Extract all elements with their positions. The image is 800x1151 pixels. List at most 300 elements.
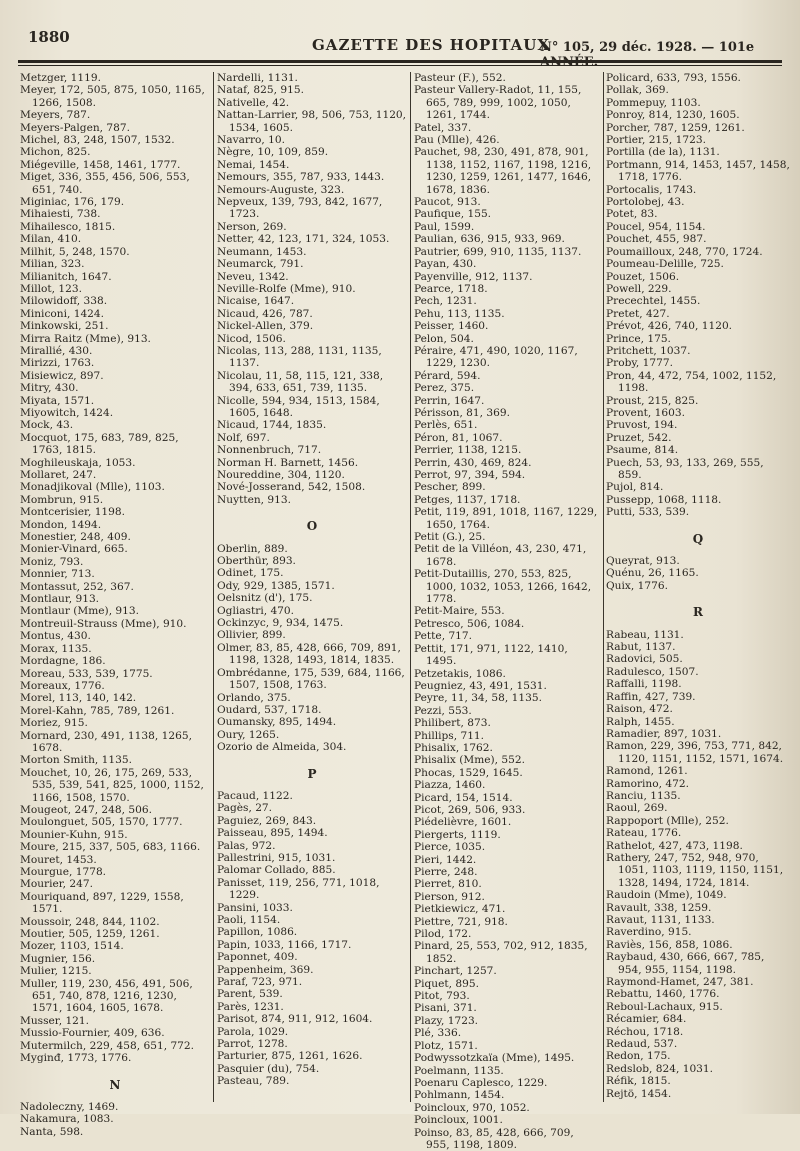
index-entry: Palomar Collado, 885. [217,864,336,877]
index-entry: Montassut, 252, 367. [20,580,134,593]
index-entry: Precechtel, 1455. [606,295,701,308]
index-entry: Paraf, 723, 971. [217,976,303,989]
index-entry: Picot, 269, 506, 933. [414,803,526,816]
index-entry: Nicolau, 11, 58, 115, 121, 338, 394, 633, 651, 739, 1135. [217,369,384,395]
index-entry: Pron, 44, 472, 754, 1002, 1152, 1198. [606,369,777,395]
index-entry: Nicolle, 594, 934, 1513, 1584, 1605, 1648. [217,394,380,419]
index-entry: Perrin, 1647. [414,394,485,407]
index-entry: Mougeot, 247, 248, 506. [20,803,152,816]
index-entry: Ranciu, 1135. [606,789,681,802]
index-entry: Metzger, 1119. [20,72,101,84]
index-entry: Papillon, 1086. [217,926,298,939]
index-entry: Mock, 43. [20,419,74,432]
index-entry: Raffalli, 1198. [606,678,682,691]
index-entry: Pierson, 912. [414,890,485,903]
index-entry: Redslob, 824, 1031. [606,1062,714,1075]
index-entry: Mihailesco, 1815. [20,220,116,233]
index-entry: Portolobej, 43. [606,196,685,209]
index-entry: Rejtö, 1454. [606,1087,672,1100]
index-entry: Pouchet, 455, 987. [606,233,707,246]
index-entry: Prince, 175. [606,332,671,345]
index-entry: Raison, 472. [606,703,673,716]
index-entry: Pezzi, 553. [414,704,472,717]
index-entry: Raoul, 269. [606,802,668,815]
index-entry: Pacaud, 1122. [217,789,293,802]
index-entry: Netter, 42, 123, 171, 324, 1053. [217,233,390,246]
index-entry: Petit-Dutaillis, 270, 553, 825, 1000, 1032, 1053, 1266, 1642, 1778. [414,568,592,606]
index-entry: Pouzet, 1506. [606,270,680,283]
index-entry: Morel-Kahn, 785, 789, 1261. [20,704,175,717]
index-entry: Minkowski, 251. [20,320,109,333]
index-entry: Petit (G.), 25. [414,531,486,544]
column-divider [603,72,604,1102]
index-entry: Morel, 113, 140, 142. [20,692,137,705]
index-entry: Nové-Josserand, 542, 1508. [217,481,366,494]
page-header [0,0,800,70]
index-entry: Mouchet, 10, 26, 175, 269, 533, 535, 539, 541, 825, 1000, 1152, 1166, 1508, 1570. [20,766,204,804]
index-entry: Petges, 1137, 1718. [414,493,521,506]
index-entry: Ockinzyc, 9, 934, 1475. [217,617,344,630]
index-entry: Proust, 215, 825. [606,394,699,407]
index-entry: Moreau, 533, 539, 1775. [20,667,153,680]
index-entry: Nativelle, 42. [217,96,290,109]
index-entry: Petresco, 506, 1084. [414,617,525,630]
index-entry: Perrot, 97, 394, 594. [414,469,526,481]
index-entry: Phisalix (Mme), 552. [414,754,525,767]
index-entry: Raudoin (Mme), 1049. [606,889,727,902]
index-entry: Noureddine, 304, 1120. [217,469,345,481]
section-letter: O [306,519,318,534]
index-entry: Nickel-Allen, 379. [217,320,314,333]
index-entry: Pautrier, 699, 910, 1135, 1137. [414,245,582,258]
index-entry: Pettit, 171, 971, 1122, 1410, 1495. [414,642,568,668]
index-entry: Pruzet, 542. [606,431,672,444]
index-column-2 [217,72,407,1112]
column-divider [410,72,411,1102]
index-entry: Poumeau-Delille, 725. [606,258,724,271]
index-entry: Piédelièvre, 1601. [414,816,512,829]
index-entry: Pinchart, 1257. [414,965,497,978]
index-entry: Pujol, 814. [606,481,664,494]
index-entry: Mombrun, 915. [20,493,104,506]
index-entry: Paul, 1599. [414,220,475,233]
index-entry: Pierre, 248. [414,866,478,878]
section-letter: N [109,1077,121,1092]
index-entry: Miniconi, 1424. [20,307,105,320]
index-entry: Pierret, 810. [414,878,482,891]
index-entry: Portocalis, 1743. [606,183,697,196]
index-entry: Pilod, 172. [414,928,472,941]
index-entry: Provent, 1603. [606,406,685,419]
index-entry: Nicaise, 1647. [217,295,295,308]
index-entry: Prévot, 426, 740, 1120. [606,320,733,333]
index-entry: Paulian, 636, 915, 933, 969. [414,233,565,246]
index-entry: Pieri, 1442. [414,853,477,866]
index-entry: Nataf, 825, 915. [217,84,304,97]
index-entry: Ozorio de Almeida, 304. [217,741,347,754]
index-entry: Pette, 717. [414,630,473,643]
index-entry: Nepveux, 139, 793, 842, 1677, 1723. [217,196,383,221]
index-entry: Payan, 430. [414,258,477,271]
index-entry: Nattan-Larrier, 98, 506, 753, 1120, 1534, 1605. [217,109,407,134]
index-entry: Ramon, 229, 396, 753, 771, 842, 1120, 1151, 1152, 1571, 1674. [606,740,784,765]
index-entry: Neumarck, 791. [217,258,304,271]
index-entry: Radovici, 505. [606,653,683,666]
index-entry: Poinso, 83, 85, 428, 666, 709, 955, 1198, 1809. [414,1126,574,1151]
index-entry: Piazza, 1460. [414,779,486,792]
index-entry: Pinard, 25, 553, 702, 912, 1835, 1852. [414,940,588,965]
index-entry: Parès, 1231. [217,1000,284,1013]
index-entry: Odinet, 175. [217,567,284,580]
index-entry: Rabut, 1137. [606,641,676,654]
index-entry: Pritchett, 1037. [606,344,691,357]
index-entry: Perrier, 1138, 1215. [414,444,522,457]
index-entry: Monnier, 713. [20,568,95,581]
index-entry: Poincloux, 970, 1052. [414,1101,530,1114]
index-entry: Ramorino, 472. [606,777,689,790]
index-entry: Montlaur, 913. [20,593,100,606]
index-entry: Oberlin, 889. [217,542,288,555]
index-entry: Millot, 123. [20,282,82,295]
index-entry: Mugnier, 156. [20,952,96,965]
index-entry: Pohlmann, 1454. [414,1089,505,1102]
index-column-1 [20,72,210,1138]
index-entry: Portier, 215, 1723. [606,134,706,147]
index-entry: Pasteur Vallery-Radot, 11, 155, 665, 789, 999, 1002, 1050, 1261, 1744. [414,84,582,122]
index-entry: Reboul-Lachaux, 915. [606,1000,723,1013]
index-entry: Moghileuskaja, 1053. [20,456,136,469]
index-entry: Mutermilch, 229, 458, 651, 772. [20,1039,195,1052]
index-entry: Moure, 215, 337, 505, 683, 1166. [20,841,201,854]
section-letter: P [307,766,317,781]
index-entry: Neveu, 1342. [217,270,289,283]
index-entry: Miyata, 1571. [20,394,95,407]
index-entry: Périsson, 81, 369. [414,406,510,419]
index-entry: Peyre, 11, 34, 58, 1135. [414,692,542,705]
index-entry: Miget, 336, 355, 456, 506, 553, 651, 740. [20,171,190,196]
index-entry: Petit-Maire, 553. [414,605,505,618]
index-column-4 [606,72,790,1112]
index-entry: Montcerisier, 1198. [20,506,126,519]
index-entry: Pietkiewicz, 471. [414,903,506,916]
index-entry: Policard, 633, 793, 1556. [606,72,741,84]
index-entry: Milianitch, 1647. [20,270,112,283]
index-entry: Pasteur (F.), 552. [414,72,506,84]
index-entry: Paisseau, 895, 1494. [217,827,328,840]
index-entry: Récamier, 684. [606,1013,687,1026]
index-entry: Pearce, 1718. [414,282,488,295]
index-entry: Monadjikoval (Mlle), 1103. [20,481,165,494]
index-entry: Papin, 1033, 1166, 1717. [217,938,352,951]
index-entry: Pelon, 504. [414,332,474,345]
index-entry: Nicaud, 1744, 1835. [217,419,327,432]
index-columns [20,72,790,1151]
index-entry: Mirra Raitz (Mme), 913. [20,332,151,345]
index-entry: Miginiac, 176, 179. [20,196,125,209]
index-entry: Piquet, 895. [414,977,479,990]
index-entry: Phisalix, 1762. [414,741,493,754]
index-entry: Ravault, 338, 1259. [606,901,712,914]
index-entry: Mihaiesti, 738. [20,208,101,221]
index-entry: Réfik, 1815. [606,1075,671,1088]
index-entry: Oelsnitz (d'), 175. [217,592,313,605]
index-entry: Moreaux, 1776. [20,679,105,692]
index-entry: Oberthür, 893. [217,555,296,568]
index-entry: Oury, 1265. [217,728,280,741]
index-entry: Mornard, 230, 491, 1138, 1265, 1678. [20,729,192,754]
index-entry: Morax, 1135. [20,642,92,655]
index-entry: Montus, 430. [20,630,91,643]
index-entry: Parrot, 1278. [217,1038,288,1051]
index-entry: Péraire, 471, 490, 1020, 1167, 1229, 1230. [414,344,578,370]
index-entry: Petzetakis, 1086. [414,667,506,680]
index-entry: Michon, 825. [20,146,91,159]
index-entry: Pérard, 594. [414,369,481,382]
index-entry: Perez, 375. [414,382,475,395]
index-entry: Pech, 1231. [414,295,477,308]
index-entry: Orlando, 375. [217,691,291,704]
index-entry: Payenville, 912, 1137. [414,270,533,283]
index-entry: Nuytten, 913. [217,493,292,506]
index-entry: Patel, 337. [414,121,472,134]
index-entry: Milan, 410. [20,233,82,246]
index-entry: Myginđ, 1773, 1776. [20,1052,132,1065]
index-entry: Mirizzi, 1763. [20,357,95,370]
index-entry: Nemours, 355, 787, 933, 1443. [217,171,385,184]
index-entry: Picard, 154, 1514. [414,791,513,804]
index-entry: Moniz, 793. [20,555,84,568]
index-entry: Monier-Vinard, 665. [20,543,128,556]
index-entry: Paufique, 155. [414,208,492,221]
index-entry: Plazy, 1723. [414,1014,479,1027]
index-entry: Montreuil-Strauss (Mme), 910. [20,617,187,630]
index-entry: Musser, 121. [20,1014,90,1027]
index-entry: Milowidoff, 338. [20,295,108,308]
index-entry: Mollaret, 247. [20,469,97,481]
index-entry: Ramond, 1261. [606,765,688,778]
index-entry: Pallestrini, 915, 1031. [217,851,336,864]
index-entry: Ralph, 1455. [606,715,675,728]
index-entry: Neumann, 1453. [217,245,307,258]
index-entry: Pansini, 1033. [217,901,293,914]
index-entry: Poenaru Caplesco, 1229. [414,1076,548,1089]
index-entry: Poumailloux, 248, 770, 1724. [606,245,763,258]
index-entry: Psaume, 814. [606,444,679,457]
index-entry: Parola, 1029. [217,1025,289,1038]
index-entry: Nolf, 697. [217,431,270,444]
index-entry: Navarro, 10. [217,134,285,147]
index-entry: Mourier, 247. [20,878,93,891]
index-entry: Nicolas, 113, 288, 1131, 1135, 1137. [217,344,382,370]
index-entry: Pierce, 1035. [414,841,486,854]
index-entry: Muller, 119, 230, 456, 491, 506, 651, 740, 878, 1216, 1230, 1571, 1604, 1605, 1678. [20,977,193,1015]
index-entry: Mordagne, 186. [20,655,106,668]
index-entry: Morton Smith, 1135. [20,754,132,767]
index-entry: Rathery, 247, 752, 948, 970, 1051, 1103, 1119, 1150, 1151, 1328, 1494, 1724, 1814. [606,851,784,889]
index-entry: Moulonguet, 505, 1570, 1777. [20,816,183,829]
index-entry: Raffin, 427, 739. [606,690,696,703]
index-entry: Puech, 53, 93, 133, 269, 555, 859. [606,456,764,481]
index-entry: Pommepuy, 1103. [606,96,701,109]
index-entry: Powell, 229. [606,282,672,295]
index-entry: Piettre, 721, 918. [414,915,508,928]
page-number: 1880 [28,28,70,46]
section-letter: R [693,605,703,620]
index-entry: Porcher, 787, 1259, 1261. [606,121,745,134]
index-entry: Rathelot, 427, 473, 1198. [606,839,743,852]
index-entry: Phillips, 711. [414,729,485,742]
index-entry: Pussepp, 1068, 1118. [606,493,722,506]
index-entry: Montlaur (Mme), 913. [20,605,140,618]
index-entry: Mussio-Fournier, 409, 636. [20,1027,165,1040]
index-entry: Ombrédanne, 175, 539, 684, 1166, 1507, 1508, 1763. [217,666,405,692]
index-entry: Miyowitch, 1424. [20,406,114,419]
index-entry: Raviès, 156, 858, 1086. [606,938,733,951]
index-entry: Pauchet, 98, 230, 491, 878, 901, 1138, 1152, 1167, 1198, 1216, 1230, 1259, 1261, 1477, 1646, 1678, 1836. [414,146,592,196]
index-entry: Miégeville, 1458, 1461, 1777. [20,158,181,171]
index-entry: Quix, 1776. [606,579,668,592]
index-entry: Perlès, 651. [414,419,478,432]
index-entry: Michel, 83, 248, 1507, 1532. [20,134,175,147]
index-entry: Pitot, 793. [414,990,470,1003]
index-entry: Rappoport (Mlle), 252. [606,814,729,827]
index-entry: Portmann, 914, 1453, 1457, 1458, 1718, 1776. [606,158,790,184]
index-entry: Moriez, 915. [20,717,88,730]
index-entry: Mouriquand, 897, 1229, 1558, 1571. [20,890,184,916]
index-entry: Péron, 81, 1067. [414,431,503,444]
index-entry: Poucel, 954, 1154. [606,220,706,233]
index-entry: Queyrat, 913. [606,555,680,568]
index-entry: Redaud, 537. [606,1038,678,1051]
index-entry: Panisset, 119, 256, 771, 1018, 1229. [217,876,380,902]
index-entry: Ponroy, 814, 1230, 1605. [606,109,740,122]
index-entry: Mirallié, 430. [20,344,93,357]
index-entry: Oudard, 537, 1718. [217,703,322,716]
index-entry: Mouret, 1453. [20,853,97,866]
index-entry: Ramadier, 897, 1031. [606,727,722,740]
index-entry: Parisot, 874, 911, 912, 1604. [217,1013,373,1026]
index-entry: Paucot, 913. [414,196,481,209]
index-entry: Mourgue, 1778. [20,866,107,878]
index-entry: Milian, 323. [20,258,85,271]
index-entry: Peisser, 1460. [414,320,489,333]
index-entry: Poelmann, 1135. [414,1064,504,1077]
index-entry: Neville-Rolfe (Mme), 910. [217,282,356,295]
index-entry: Pescher, 899. [414,481,486,494]
index-entry: Pruvost, 194. [606,419,678,432]
index-entry: Paoli, 1154. [217,914,281,926]
index-entry: Nardelli, 1131. [217,72,298,84]
index-entry: Pau (Mlle), 426. [414,134,500,147]
index-entry: Paponnet, 409. [217,951,298,964]
index-entry: Mozer, 1103, 1514. [20,940,124,953]
index-entry: Nègre, 10, 109, 859. [217,146,329,159]
index-entry: Moutier, 505, 1259, 1261. [20,928,160,941]
index-entry: Oumansky, 895, 1494. [217,716,337,729]
index-entry: Pasteau, 789. [217,1075,290,1088]
index-entry: Ogliastri, 470. [217,604,295,617]
column-divider [213,72,214,1102]
index-entry: Nerson, 269. [217,220,287,233]
index-entry: Parturier, 875, 1261, 1626. [217,1050,363,1063]
index-entry: Proby, 1777. [606,357,673,370]
index-entry: Petit de la Villéon, 43, 230, 471, 1678. [414,543,587,568]
index-entry: Nicaud, 426, 787. [217,307,313,320]
index-entry: Nanta, 598. [20,1125,84,1138]
index-entry: Mounier-Kuhn, 915. [20,828,128,841]
index-entry: Réchou, 1718. [606,1025,684,1038]
index-entry: Norman H. Barnett, 1456. [217,456,359,469]
index-entry: Mulier, 1215. [20,965,92,978]
index-entry: Meyers-Palgen, 787. [20,121,131,134]
index-entry: Nadoleczny, 1469. [20,1100,119,1113]
index-entry: Ollivier, 899. [217,629,286,642]
index-entry: Pehu, 113, 1135. [414,307,505,320]
index-entry: Nakamura, 1083. [20,1113,114,1126]
index-entry: Putti, 533, 539. [606,506,690,519]
index-entry: Peugniez, 43, 491, 1531. [414,679,547,692]
index-column-3 [414,72,600,1151]
index-entry: Rabeau, 1131. [606,628,684,641]
index-entry: Piergerts, 1119. [414,828,501,841]
section-letter: Q [692,531,704,546]
index-entry: Palas, 972. [217,839,276,852]
index-entry: Nemai, 1454. [217,158,290,171]
index-entry: Pasquier (du), 754. [217,1062,320,1075]
index-entry: Moussoir, 248, 844, 1102. [20,915,160,928]
index-entry: Phocas, 1529, 1645. [414,766,523,779]
index-entry: Monestier, 248, 409. [20,531,131,544]
index-entry: Rateau, 1776. [606,827,682,840]
index-entry: Nonnenbruch, 717. [217,444,322,457]
index-entry: Raverdino, 915. [606,926,692,939]
index-entry: Pappenheim, 369. [217,963,314,976]
index-entry: Petit, 119, 891, 1018, 1167, 1229, 1650, 1764. [414,506,598,531]
index-entry: Plé, 336. [414,1027,462,1040]
index-entry: Nicod, 1506. [217,332,286,345]
index-entry: Podwyssotzkaïa (Mme), 1495. [414,1052,575,1065]
index-entry: Meyer, 172, 505, 875, 1050, 1165, 1266, 1508. [20,84,205,109]
index-entry: Milhit, 5, 248, 1570. [20,245,130,258]
index-entry: Rebattu, 1460, 1776. [606,988,720,1001]
index-entry: Nemours-Auguste, 323. [217,183,345,196]
header-rule-thick [18,60,782,63]
index-entry: Raybaud, 430, 666, 667, 785, 954, 955, 1154, 1198. [606,951,765,976]
index-entry: Ody, 929, 1385, 1571. [217,579,335,592]
index-entry: Misiewicz, 897. [20,369,104,382]
index-entry: Parent, 539. [217,988,283,1001]
index-entry: Pagès, 27. [217,802,273,815]
index-entry: Quénu, 26, 1165. [606,567,699,580]
index-entry: Mocquot, 175, 683, 789, 825, 1763, 1815. [20,431,179,457]
index-entry: Philibert, 873. [414,717,491,730]
index-entry: Mitry, 430. [20,382,79,395]
index-entry: Perrin, 430, 469, 824. [414,456,532,469]
index-entry: Raymond-Hamet, 247, 381. [606,976,754,989]
issue-info: N° 105, 29 déc. 1928. — 101e ANNÉE. [540,40,755,70]
index-entry: Paguiez, 269, 843. [217,814,317,827]
index-entry: Portilla (de la), 1131. [606,146,720,159]
index-entry: Poincloux, 1001. [414,1114,503,1127]
index-entry: Pollak, 369. [606,84,669,97]
index-entry: Redon, 175. [606,1050,671,1063]
index-entry: Radulesco, 1507. [606,665,699,678]
index-entry: Meyers, 787. [20,109,91,122]
index-entry: Pisani, 371. [414,1002,477,1015]
header-rule-thin [18,65,782,66]
index-entry: Plotz, 1571. [414,1039,478,1052]
index-entry: Ravaut, 1131, 1133. [606,914,715,926]
